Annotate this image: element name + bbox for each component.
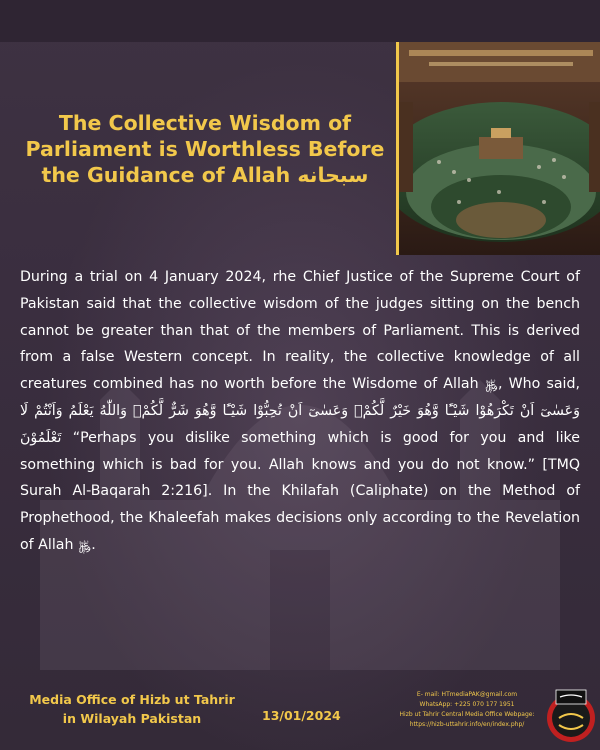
contact-info [392,690,542,730]
central-office-label: Hizb ut Tahrir Central Media Office Webpage: [399,711,535,718]
hizb-ut-tahrir-logo-icon [546,688,596,746]
contact-email: E- mail: HTmediaPAK@gmail.com [416,691,518,698]
media-office-line-2: in Wilayah Pakistan [62,711,202,726]
allah-glorification-glyph: ﷿ [484,377,498,392]
contact-whatsapp: WhatsApp: +225 070 177 1951 [419,701,515,708]
body-text-part-3: “Perhaps you dislike something which is good for you and like something which is bad for you. Allah knows and you do not know.” [TMQ Surah Al-Baqarah 2:216]. In the Khilafah (Caliphate) on the Method of Prophethood, the Khaleefah makes decisions only according to the Revelation of Allah [20,429,580,553]
parliament-chamber-photo-icon [399,42,600,255]
body-paragraph [20,264,580,559]
headline-line-2: Parliament is Worthless Before [25,137,385,161]
headline-line-1: The Collective Wisdom of [58,111,352,135]
allah-glorification-glyph-2: ﷿ [77,537,92,552]
media-office-name [22,690,242,728]
media-office-line-1: Media Office of Hizb ut Tahrir [29,692,235,707]
central-office-url: https://hizb-uttahrir.info/en/index.php/ [409,721,525,728]
body-text-part-1: During a trial on 4 January 2024, rhe Chief Justice of the Supreme Court of Pakistan said that the collective wisdom of the judges sitting on the bench cannot be greater than that of the members of Parliament. This is derived from a false Western concept. In reality, the collective knowledge of all creatures combined has no worth before the Wisdome of Allah [20,269,580,393]
quran-verse-arabic: وَعَسٰىٓ اَنْ تَكْرَهُوْا شَيْـًٔا وَّهُوَ خَيْرٌ لَّكُمْۚ وَعَسٰىٓ اَنْ تُحِبُّوْا شَيْـًٔا وَّهُوَ شَرٌّ لَّكُمْۗ وَاللّٰهُ يَعْلَمُ وَاَنْتُمْ لَا تَعْلَمُوْنَ [20,402,580,446]
footer [0,682,600,750]
publish-date: 13/01/2024 [262,708,341,723]
body-text-part-2: , Who said, [498,376,580,393]
top-band [0,0,600,42]
body-text-part-4: . [91,536,96,553]
headline [20,110,390,188]
headline-line-3: the Guidance of Allah سبحانه [41,163,369,187]
parliament-photo [396,42,600,255]
